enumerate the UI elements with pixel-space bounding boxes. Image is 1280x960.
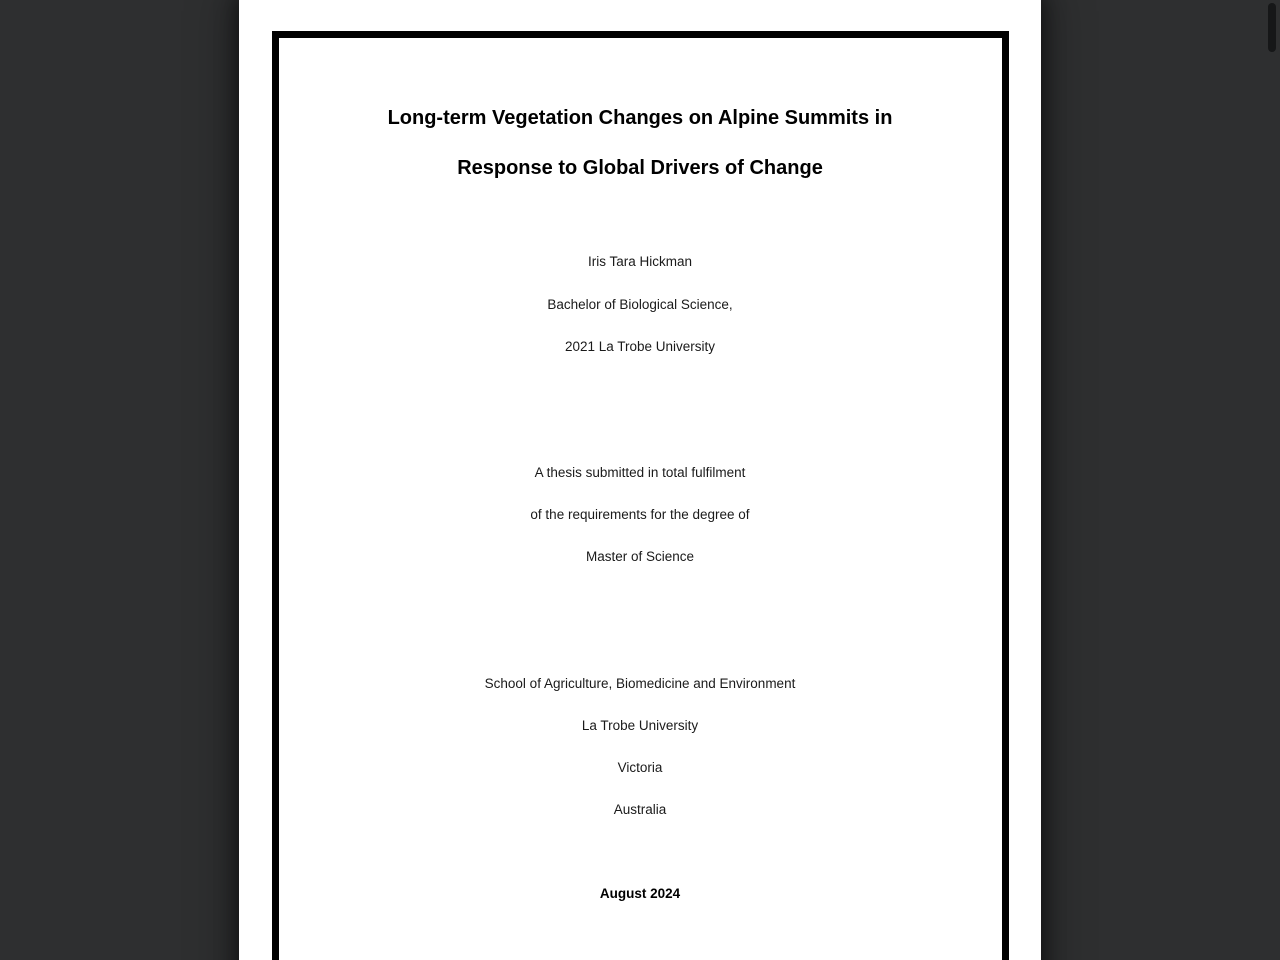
submission-statement-line-1: A thesis submitted in total fulfilment bbox=[534, 465, 746, 480]
country-name: Australia bbox=[613, 802, 667, 817]
university-name: La Trobe University bbox=[581, 718, 699, 733]
state-name: Victoria bbox=[617, 760, 663, 775]
document-page[interactable] bbox=[239, 0, 1041, 960]
submission-statement-line-3: Master of Science bbox=[585, 549, 695, 564]
school-name: School of Agriculture, Biomedicine and Environment bbox=[484, 676, 796, 691]
thesis-title-line-1: Long-term Vegetation Changes on Alpine Summits in bbox=[387, 107, 893, 129]
author-degree-year: 2021 La Trobe University bbox=[564, 339, 716, 354]
submission-statement-line-2: of the requirements for the degree of bbox=[530, 507, 750, 522]
author-degree: Bachelor of Biological Science, bbox=[547, 297, 733, 312]
vertical-scrollbar-thumb[interactable] bbox=[1268, 3, 1276, 52]
submission-date: August 2024 bbox=[599, 886, 681, 901]
thesis-title-line-2: Response to Global Drivers of Change bbox=[457, 157, 823, 179]
author-name: Iris Tara Hickman bbox=[587, 254, 693, 269]
